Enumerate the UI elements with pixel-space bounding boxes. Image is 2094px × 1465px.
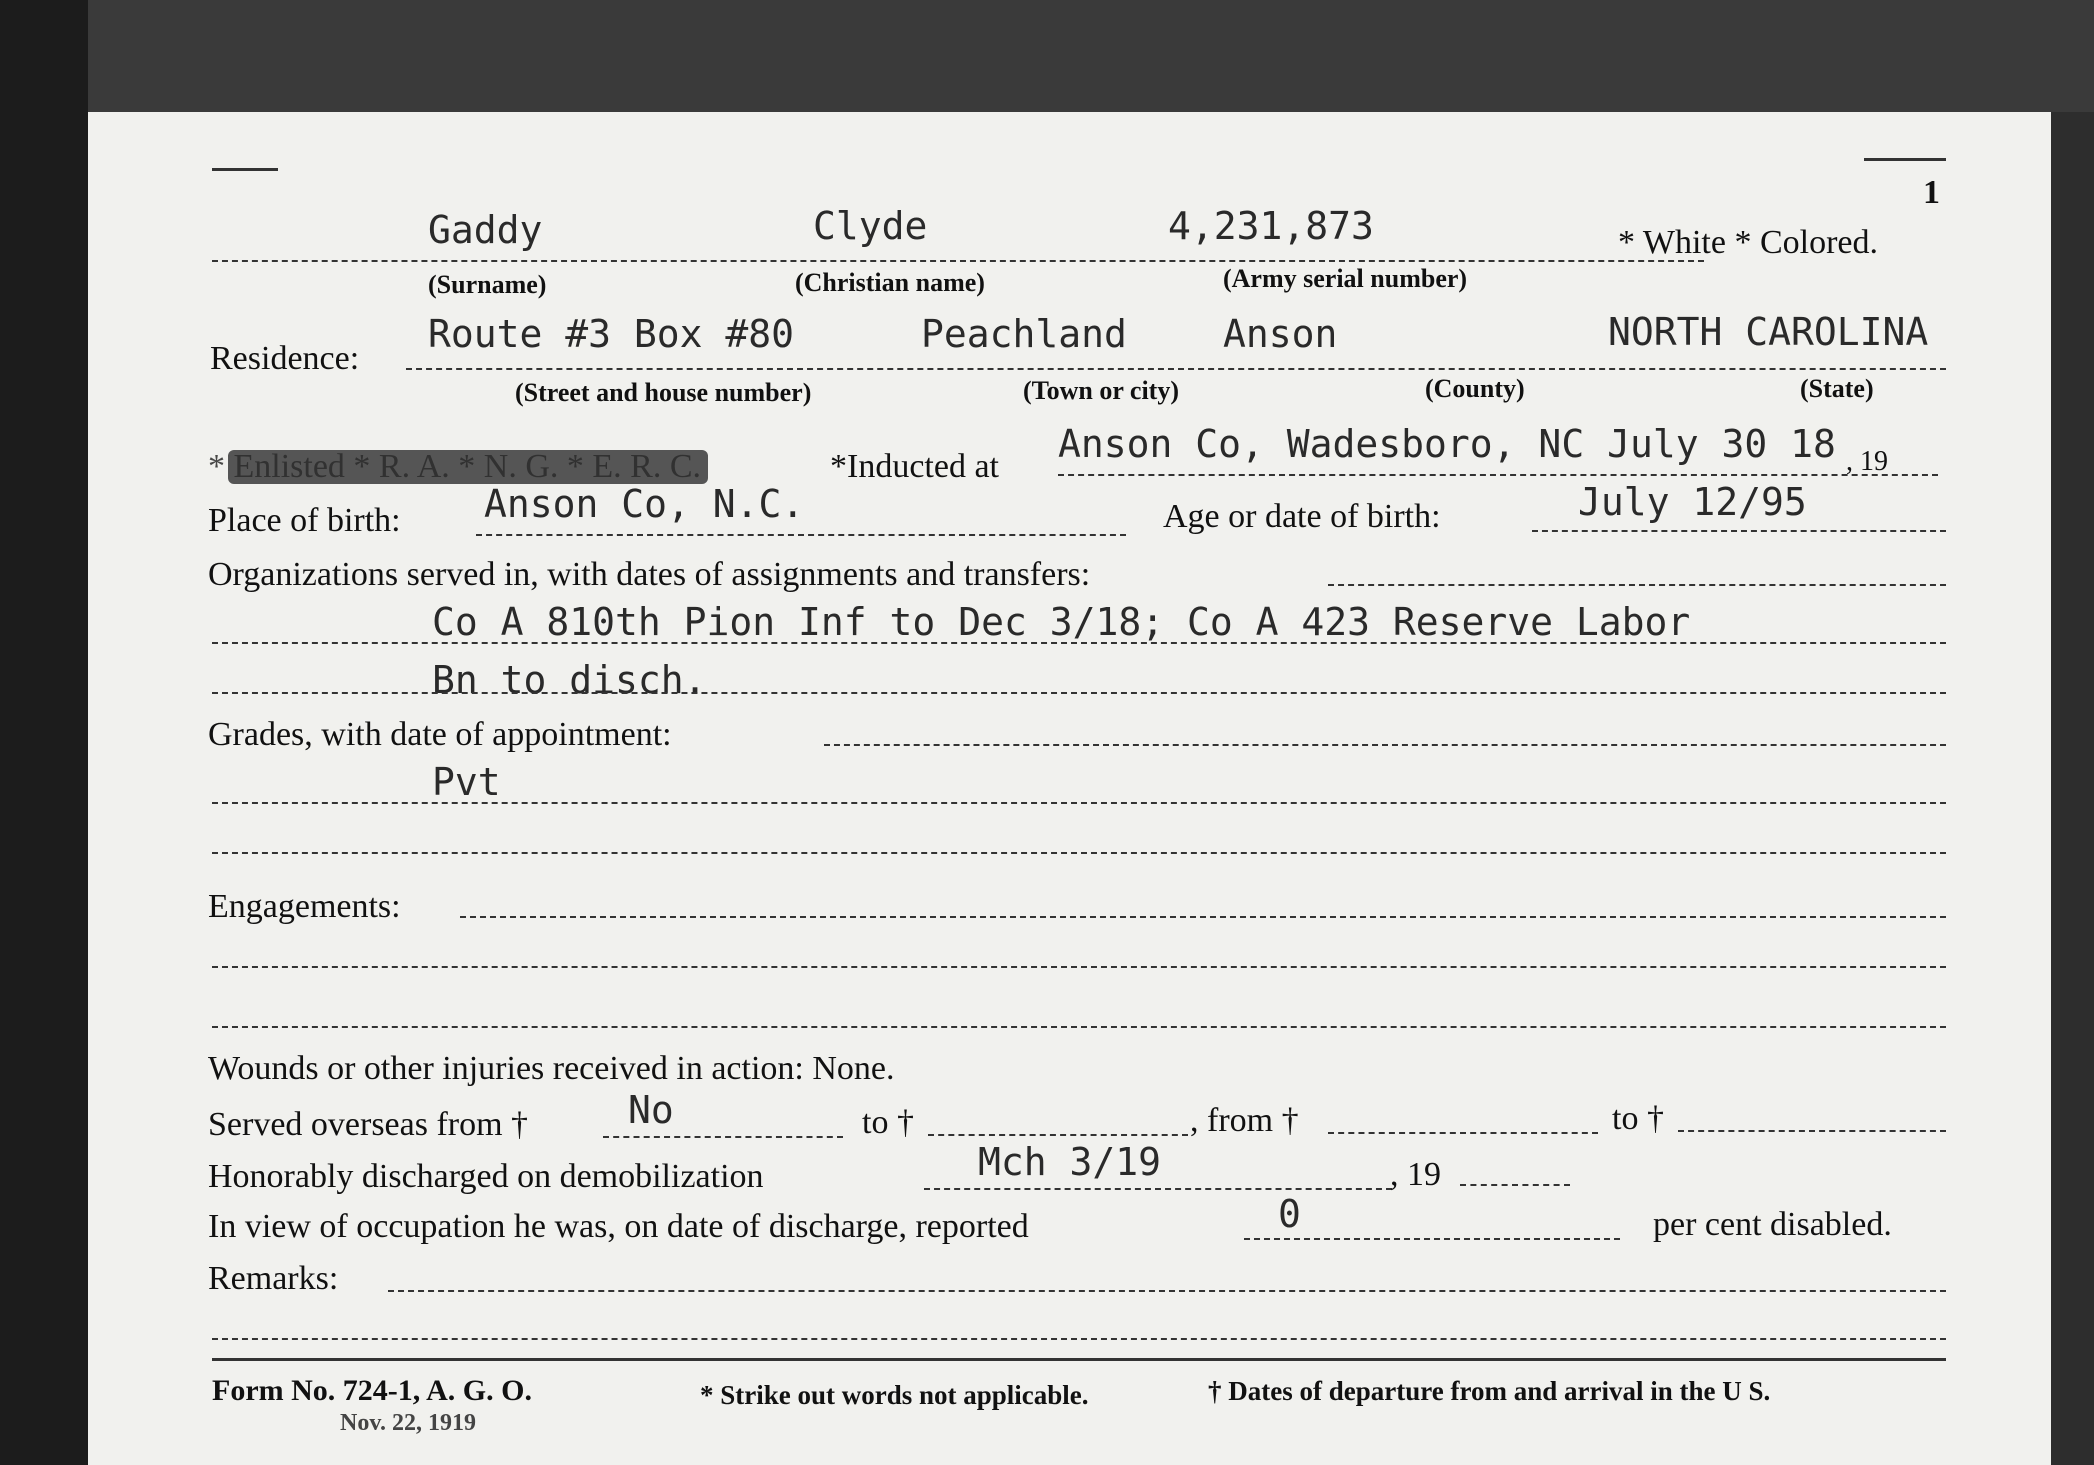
residence-label: Residence: bbox=[210, 340, 360, 377]
organizations-label: Organizations served in, with dates of assignments and transfers: bbox=[208, 556, 1091, 593]
scanner-background-top bbox=[0, 0, 2094, 112]
wounds-label: Wounds or other injuries received in action: None. bbox=[208, 1050, 895, 1087]
place-of-birth-line bbox=[476, 534, 1126, 536]
place-of-birth-value: Anson Co, N.C. bbox=[484, 482, 805, 526]
serial-number-label: (Army serial number) bbox=[1223, 264, 1468, 293]
form-date: Nov. 22, 1919 bbox=[340, 1410, 477, 1436]
overseas-from-label: Served overseas from † bbox=[208, 1106, 529, 1143]
strike-out-note: * Strike out words not applicable. bbox=[700, 1380, 1089, 1410]
inducted-label: *Inducted at bbox=[830, 448, 999, 485]
scanner-background-left bbox=[0, 0, 88, 1465]
corner-mark-right bbox=[1864, 158, 1946, 161]
grades-line-1 bbox=[212, 802, 1946, 804]
inducted-value: Anson Co, Wadesboro, NC July 30 18 bbox=[1058, 422, 1836, 466]
residence-state-value: NORTH CAROLINA bbox=[1608, 310, 1929, 354]
disability-label: In view of occupation he was, on date of discharge, reported bbox=[208, 1208, 1029, 1245]
grades-label: Grades, with date of appointment: bbox=[208, 716, 672, 753]
discharge-label: Honorably discharged on demobilization bbox=[208, 1158, 764, 1195]
organizations-line-0 bbox=[1328, 584, 1946, 586]
dates-note: † Dates of departure from and arrival in the U S. bbox=[1208, 1376, 1771, 1406]
discharge-line bbox=[924, 1188, 1392, 1190]
organizations-line-2 bbox=[212, 692, 1946, 694]
disability-line bbox=[1244, 1238, 1620, 1240]
service-record-card bbox=[88, 112, 2051, 1465]
engagements-line-0 bbox=[460, 916, 1946, 918]
footer-rule bbox=[212, 1358, 1946, 1361]
card-number: 1 bbox=[1923, 174, 1940, 211]
residence-county-value: Anson bbox=[1223, 312, 1338, 356]
enlistment-options: * Enlisted * R. A. * N. G. * E. R. C. bbox=[208, 448, 702, 485]
remarks-line-1 bbox=[212, 1338, 1946, 1340]
organizations-value-1: Co A 810th Pion Inf to Dec 3/18; Co A 423 Reserve Labor bbox=[432, 600, 1691, 644]
overseas-from-line bbox=[603, 1136, 843, 1138]
form-number: Form No. 724-1, A. G. O. bbox=[212, 1374, 532, 1407]
grades-line-0 bbox=[824, 744, 1946, 746]
race-options: * White * Colored. bbox=[1618, 224, 1878, 261]
overseas-to2-label: to † bbox=[1612, 1100, 1664, 1137]
county-label: (County) bbox=[1425, 374, 1525, 403]
christian-name-value: Clyde bbox=[813, 204, 928, 248]
street-label: (Street and house number) bbox=[515, 378, 812, 407]
place-of-birth-label: Place of birth: bbox=[208, 502, 401, 539]
discharge-year-label: , 19 bbox=[1390, 1156, 1441, 1193]
overseas-from-value: No bbox=[628, 1088, 674, 1132]
year-prefix: , 19 bbox=[1846, 446, 1888, 477]
overseas-to2-line bbox=[1678, 1130, 1946, 1132]
disability-value: 0 bbox=[1278, 1192, 1301, 1236]
discharge-value: Mch 3/19 bbox=[978, 1140, 1162, 1184]
engagements-line-2 bbox=[212, 1026, 1946, 1028]
corner-mark-left bbox=[212, 168, 278, 171]
engagements-label: Engagements: bbox=[208, 888, 401, 925]
christian-name-label: (Christian name) bbox=[795, 268, 985, 297]
engagements-line-1 bbox=[212, 966, 1946, 968]
organizations-value-2: Bn to disch. bbox=[432, 658, 707, 702]
town-label: (Town or city) bbox=[1023, 376, 1179, 405]
inducted-line bbox=[1058, 474, 1938, 476]
discharge-year-line bbox=[1460, 1184, 1570, 1186]
overseas-from2-label: , from † bbox=[1190, 1102, 1299, 1139]
age-line bbox=[1532, 530, 1946, 532]
residence-line bbox=[406, 368, 1946, 370]
organizations-line-1 bbox=[212, 642, 1946, 644]
overseas-to-line bbox=[928, 1134, 1188, 1136]
age-value: July 12/95 bbox=[1578, 480, 1807, 524]
serial-number-value: 4,231,873 bbox=[1168, 204, 1374, 248]
remarks-line-0 bbox=[388, 1290, 1946, 1292]
grades-value: Pvt bbox=[432, 760, 501, 804]
grades-line-2 bbox=[212, 852, 1946, 854]
age-label: Age or date of birth: bbox=[1163, 498, 1441, 535]
remarks-label: Remarks: bbox=[208, 1260, 339, 1297]
surname-label: (Surname) bbox=[428, 270, 547, 299]
overseas-from2-line bbox=[1328, 1132, 1598, 1134]
residence-town-value: Peachland bbox=[921, 312, 1127, 356]
disability-suffix: per cent disabled. bbox=[1653, 1206, 1892, 1243]
residence-street-value: Route #3 Box #80 bbox=[428, 312, 795, 356]
overseas-to-label: to † bbox=[862, 1104, 914, 1141]
state-label: (State) bbox=[1800, 374, 1874, 403]
surname-value: Gaddy bbox=[428, 208, 543, 252]
name-line bbox=[212, 260, 1704, 262]
